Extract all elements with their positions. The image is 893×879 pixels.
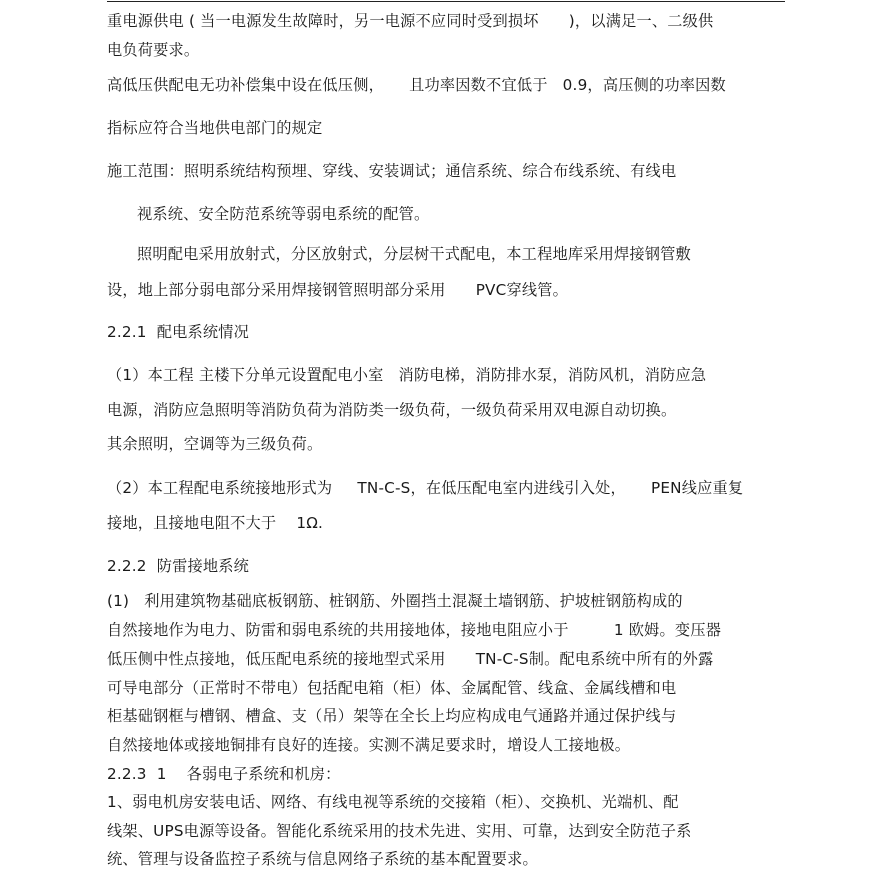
text-line: 高低压供配电无功补偿集中设在低压侧， 且功率因数不宜低于 0.9，高压侧的功率因数 (107, 76, 726, 94)
text-line: 指标应符合当地供电部门的规定 (107, 119, 323, 137)
section-heading-2-2-3: 2.2.3 1 各弱电子系统和机房： (107, 765, 341, 783)
text-line: 电源，消防应急照明等消防负荷为消防类一级负荷，一级负荷采用双电源自动切换。 (107, 401, 677, 419)
section-heading-2-2-1: 2.2.1 配电系统情况 (107, 323, 250, 341)
text-line: (1) 利用建筑物基础底板钢筋、桩钢筋、外圈挡土混凝土墙钢筋、护坡桩钢筋构成的 (107, 592, 683, 610)
text-line: 设，地上部分弱电部分采用焊接钢管照明部分采用 PVC穿线管。 (107, 281, 568, 299)
top-rule (107, 1, 785, 2)
text-line: 照明配电采用放射式，分区放射式，分层树干式配电，本工程地库采用焊接钢管敷 (137, 245, 691, 263)
text-line: 视系统、安全防范系统等弱电系统的配管。 (137, 205, 430, 223)
text-line: 可导电部分（正常时不带电）包括配电箱（柜）体、金属配管、线盒、金属线槽和电 (107, 679, 677, 697)
text-line: （2）本工程配电系统接地形式为 TN-C-S，在低压配电室内进线引入处， PEN线应重复 (107, 479, 744, 497)
text-line: 1、弱电机房安装电话、网络、有线电视等系统的交接箱（柜）、交换机、光端机、配 (107, 793, 679, 811)
text-line: 低压侧中性点接地，低压配电系统的接地型式采用 TN-C-S制。配电系统中所有的外露 (107, 650, 714, 668)
text-line: 柜基础钢框与槽钢、槽盒、支（吊）架等在全长上均应构成电气通路并通过保护线与 (107, 707, 677, 725)
text-line: 自然接地体或接地铜排有良好的连接。实测不满足要求时，增设人工接地极。 (107, 736, 631, 754)
text-line: 其余照明，空调等为三级负荷。 (107, 435, 323, 453)
text-line: 接地，且接地电阻不大于 1Ω. (107, 514, 324, 532)
text-line: 电负荷要求。 (107, 41, 200, 59)
text-line: （1）本工程 主楼下分单元设置配电小室 消防电梯，消防排水泵，消防风机，消防应急 (107, 366, 707, 384)
text-line: 线架、UPS电源等设备。智能化系统采用的技术先进、实用、可靠，达到安全防范子系 (107, 822, 692, 840)
text-line: 自然接地作为电力、防雷和弱电系统的共用接地体，接地电阻应小于 1 欧姆。变压器 (107, 621, 722, 639)
text-line: 施工范围：照明系统结构预埋、穿线、安装调试；通信系统、综合布线系统、有线电 (107, 162, 677, 180)
text-line: 重电源供电 ( 当一电源发生故障时，另一电源不应同时受到损坏 )，以满足一、二级供 (107, 12, 714, 30)
text-line: 统、管理与设备监控子系统与信息网络子系统的基本配置要求。 (107, 850, 538, 868)
section-heading-2-2-2: 2.2.2 防雷接地系统 (107, 557, 250, 575)
